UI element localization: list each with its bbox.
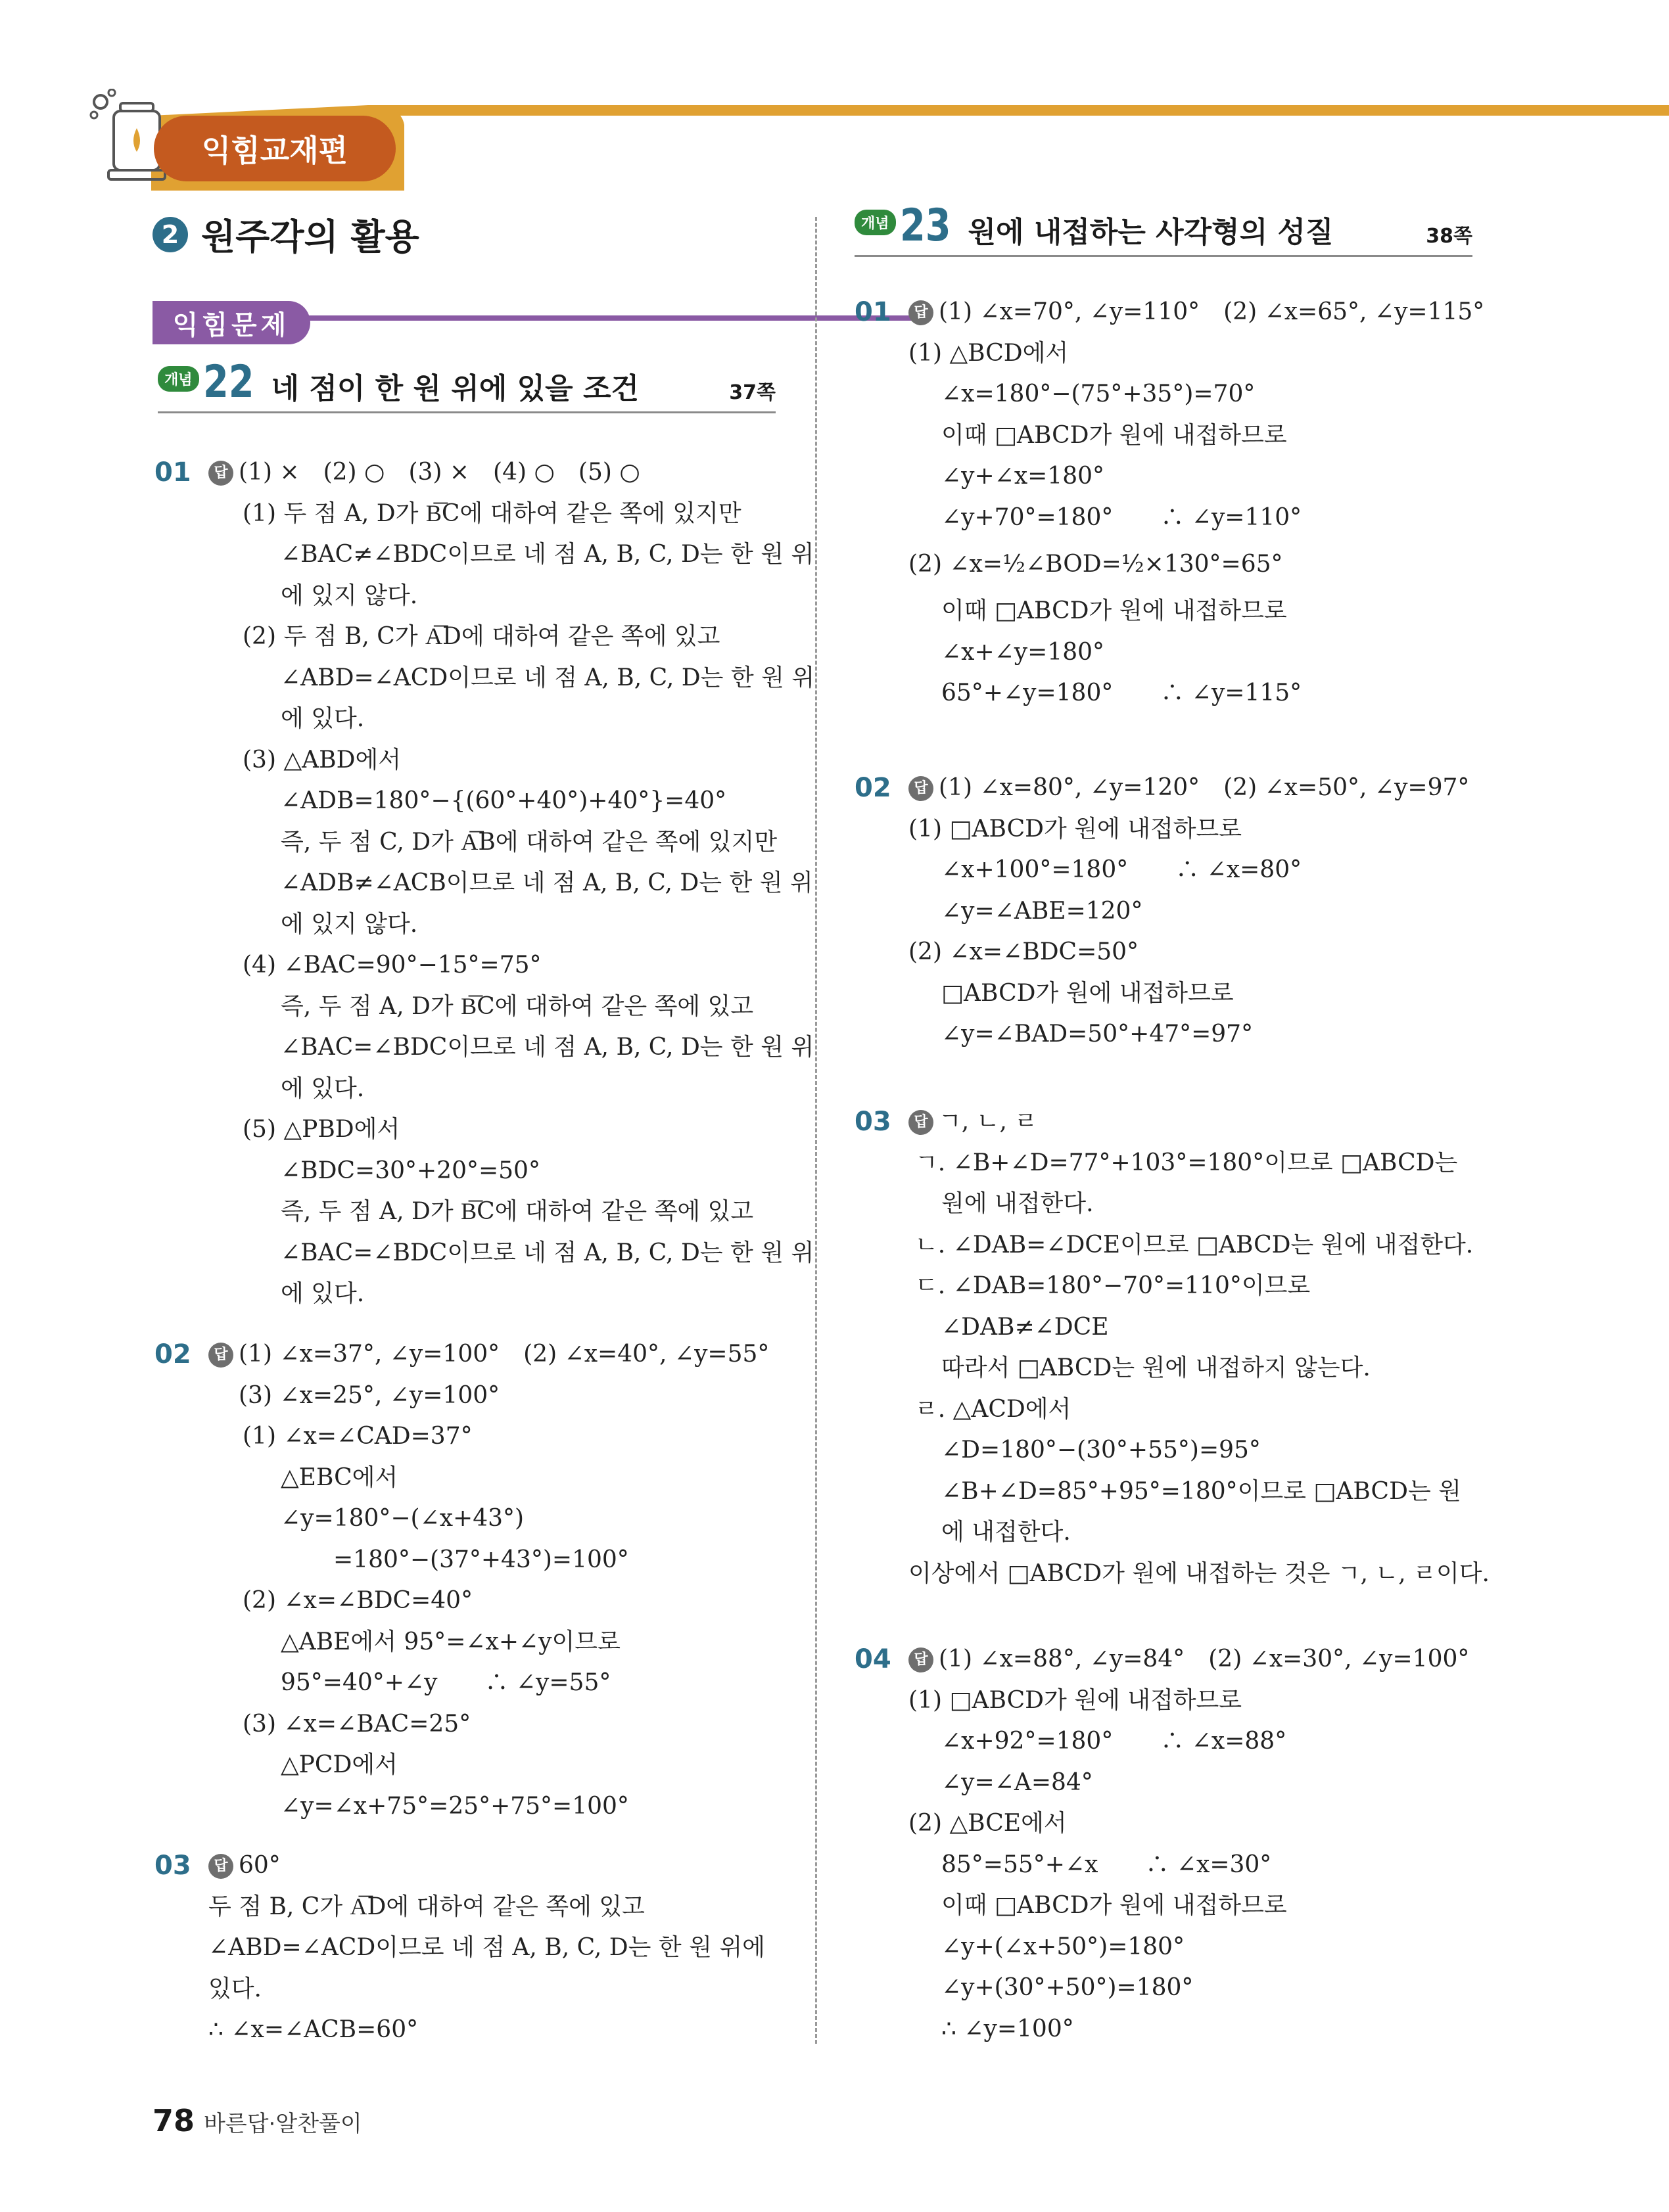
solution-line: △PCD에서 bbox=[281, 1751, 398, 1778]
concept-badge: 개념 bbox=[158, 366, 199, 392]
answer-badge: 답 bbox=[208, 1343, 233, 1368]
concept-page-ref: 38쪽 bbox=[1426, 225, 1472, 248]
practice-band bbox=[153, 301, 777, 344]
solution-line: 에 있다. bbox=[281, 1074, 365, 1102]
solution-line: (2) △BCE에서 bbox=[908, 1810, 1067, 1837]
solution-line: (2) ∠x=½∠BOD=½×130°=65° bbox=[908, 551, 1283, 578]
solution-line: ∠x+∠y=180° bbox=[941, 638, 1105, 666]
concept-23-header bbox=[855, 200, 1472, 257]
solution-line: 에 있지 않다. bbox=[281, 910, 418, 938]
solution-line: (1) △BCD에서 bbox=[908, 339, 1069, 367]
solution-line: ∠y=∠A=84° bbox=[941, 1768, 1093, 1796]
solution-line: (1) □ABCD가 원에 내접하므로 bbox=[908, 1686, 1242, 1714]
solution-line: 65°+∠y=180° ∴ ∠y=115° bbox=[941, 680, 1302, 706]
solution-line: ∠ADB≠∠ACB이므로 네 점 A, B, C, D는 한 원 위 bbox=[281, 869, 813, 896]
solution-line: ∴ ∠x=∠ACB=60° bbox=[208, 2016, 419, 2043]
problem-number: 02 bbox=[154, 1339, 191, 1370]
solution-line: =180°−(37°+43°)=100° bbox=[333, 1546, 629, 1573]
solution-line: ∠y+(30°+50°)=180° bbox=[941, 1974, 1194, 2001]
solution-line: 이때 □ABCD가 원에 내접하므로 bbox=[941, 597, 1287, 624]
answer-line-continued: (3) ∠x=25°, ∠y=100° bbox=[239, 1381, 500, 1409]
page-footer bbox=[153, 2103, 362, 2138]
answer-line: 답 (1) ∠x=37°, ∠y=100° (2) ∠x=40°, ∠y=55° bbox=[208, 1334, 769, 1375]
header-tab bbox=[154, 116, 396, 181]
problem-number: 01 bbox=[855, 297, 891, 327]
solution-line: 즉, 두 점 A, D가 B͞C에 대하여 같은 쪽에 있고 bbox=[281, 992, 754, 1020]
solution-line: 이때 □ABCD가 원에 내접하므로 bbox=[941, 421, 1287, 449]
problem-number: 03 bbox=[855, 1107, 891, 1137]
section-title-text: 원주각의 활용 bbox=[201, 216, 419, 258]
solution-line: ∠BAC≠∠BDC이므로 네 점 A, B, C, D는 한 원 위 bbox=[281, 541, 814, 568]
solution-line: ∠y+70°=180° ∴ ∠y=110° bbox=[941, 503, 1302, 531]
concept-title: 원에 내접하는 사각형의 성질 bbox=[968, 215, 1334, 249]
problem-number: 04 bbox=[855, 1644, 891, 1674]
solution-line: ∠BDC=30°+20°=50° bbox=[281, 1157, 540, 1184]
answer-badge: 답 bbox=[908, 1647, 933, 1672]
answer-line: 답 ㄱ, ㄴ, ㄹ bbox=[908, 1101, 1490, 1143]
solution-line: ∠y=∠x+75°=25°+75°=100° bbox=[281, 1792, 629, 1820]
solution-line: △ABE에서 95°=∠x+∠y이므로 bbox=[281, 1628, 621, 1655]
answer-line: 답 (1) ∠x=70°, ∠y=110° (2) ∠x=65°, ∠y=115° bbox=[908, 292, 1484, 333]
solution-line: 95°=40°+∠y ∴ ∠y=55° bbox=[281, 1669, 611, 1696]
solution-line: 즉, 두 점 C, D가 A͞B에 대하여 같은 쪽에 있지만 bbox=[281, 828, 778, 856]
solution-line: 원에 내접한다. bbox=[941, 1190, 1094, 1217]
solution-line: ㄱ. ∠B+∠D=77°+103°=180°이므로 □ABCD는 bbox=[915, 1149, 1458, 1176]
concept-number: 23 bbox=[899, 200, 951, 252]
solution-line: 따라서 □ABCD는 원에 내접하지 않는다. bbox=[941, 1354, 1371, 1381]
solution-line: ∠y+(∠x+50°)=180° bbox=[941, 1933, 1185, 1960]
solution-line: 이때 □ABCD가 원에 내접하므로 bbox=[941, 1892, 1287, 1919]
solution-line: □ABCD가 원에 내접하므로 bbox=[941, 979, 1234, 1007]
solution-line: △EBC에서 bbox=[281, 1463, 398, 1491]
solution-line: ∠x+100°=180° ∴ ∠x=80° bbox=[941, 856, 1302, 883]
practice-tab: 익힘문제 bbox=[153, 301, 310, 344]
solution-line: ∠ADB=180°−{(60°+40°)+40°}=40° bbox=[281, 787, 727, 814]
answer-line: 답 60° bbox=[208, 1845, 765, 1887]
solution-line: ∴ ∠y=100° bbox=[941, 2015, 1074, 2042]
solution-line: ∠B+∠D=85°+95°=180°이므로 □ABCD는 원 bbox=[941, 1477, 1461, 1505]
problem-number: 03 bbox=[154, 1851, 191, 1881]
solution-line: (5) △PBD에서 bbox=[243, 1116, 400, 1143]
concept-title: 네 점이 한 원 위에 있을 조건 bbox=[271, 371, 639, 405]
solution-line: (3) △ABD에서 bbox=[243, 746, 401, 773]
solution-line: 두 점 B, C가 A͞D에 대하여 같은 쪽에 있고 bbox=[208, 1893, 645, 1920]
concept-page-ref: 37쪽 bbox=[729, 381, 776, 404]
solution-line: ∠BAC=∠BDC이므로 네 점 A, B, C, D는 한 원 위 bbox=[281, 1034, 814, 1061]
solution-line: 에 있다. bbox=[281, 1280, 365, 1307]
answer-badge: 답 bbox=[208, 461, 233, 486]
footer-title: 바른답·알찬풀이 bbox=[204, 2111, 362, 2137]
solution-line: (2) 두 점 B, C가 A͞D에 대하여 같은 쪽에 있고 bbox=[243, 623, 720, 650]
problem-number: 01 bbox=[154, 457, 191, 488]
header-band bbox=[368, 105, 1669, 116]
answer-line: 답 (1) ∠x=80°, ∠y=120° (2) ∠x=50°, ∠y=97° bbox=[908, 768, 1469, 809]
solution-line: ∠y=∠ABE=120° bbox=[941, 897, 1143, 925]
solution-line: ∠DAB≠∠DCE bbox=[941, 1313, 1109, 1341]
solution-line: ㄴ. ∠DAB=∠DCE이므로 □ABCD는 원에 내접한다. bbox=[915, 1231, 1474, 1258]
answer-line: 답 (1) × (2) ○ (3) × (4) ○ (5) ○ bbox=[208, 452, 814, 494]
concept-number: 22 bbox=[202, 356, 254, 408]
solution-line: ∠x=180°−(75°+35°)=70° bbox=[941, 380, 1256, 407]
solution-line: (2) ∠x=∠BDC=40° bbox=[243, 1587, 473, 1614]
solution-line: ∠y+∠x=180° bbox=[941, 463, 1105, 490]
section-title bbox=[153, 209, 419, 260]
solution-line: ∠BAC=∠BDC이므로 네 점 A, B, C, D는 한 원 위 bbox=[281, 1239, 814, 1266]
solution-line: 에 있다. bbox=[281, 705, 365, 732]
solution-line: 있다. bbox=[208, 1975, 262, 2002]
solution-line: (3) ∠x=∠BAC=25° bbox=[243, 1710, 471, 1738]
solution-line: (1) □ABCD가 원에 내접하므로 bbox=[908, 815, 1242, 842]
solution-line: 이상에서 □ABCD가 원에 내접하는 것은 ㄱ, ㄴ, ㄹ이다. bbox=[908, 1559, 1490, 1587]
solution-line: 85°=55°+∠x ∴ ∠x=30° bbox=[941, 1851, 1272, 1878]
solution-line: ∠D=180°−(30°+55°)=95° bbox=[941, 1437, 1261, 1463]
answer-line: 답 (1) ∠x=88°, ∠y=84° (2) ∠x=30°, ∠y=100° bbox=[908, 1639, 1469, 1680]
solution-line: ㄷ. ∠DAB=180°−70°=110°이므로 bbox=[915, 1272, 1311, 1299]
answer-badge: 답 bbox=[208, 1854, 233, 1879]
answer-badge: 답 bbox=[908, 1110, 933, 1135]
solution-line: (1) ∠x=∠CAD=37° bbox=[243, 1423, 473, 1450]
column-divider bbox=[815, 217, 817, 2044]
section-number: 2 bbox=[153, 217, 188, 252]
header-tab-label: 익힘교재편 bbox=[201, 133, 348, 168]
solution-line: ∠x+92°=180° ∴ ∠x=88° bbox=[941, 1728, 1287, 1755]
solution-line: ∠y=180°−(∠x+43°) bbox=[281, 1505, 525, 1532]
solution-line: ∠ABD=∠ACD이므로 네 점 A, B, C, D는 한 원 위에 bbox=[208, 1934, 765, 1961]
solution-line: (4) ∠BAC=90°−15°=75° bbox=[243, 952, 542, 979]
solution-line: ∠y=∠BAD=50°+47°=97° bbox=[941, 1021, 1254, 1048]
answer-badge: 답 bbox=[908, 300, 933, 325]
concept-22-header bbox=[158, 356, 776, 413]
problem-number: 02 bbox=[855, 773, 891, 803]
solution-line: (2) ∠x=∠BDC=50° bbox=[908, 938, 1139, 965]
solution-line: ㄹ. △ACD에서 bbox=[915, 1395, 1071, 1423]
solution-line: (1) 두 점 A, D가 B͞C에 대하여 같은 쪽에 있지만 bbox=[243, 499, 741, 527]
practice-divider bbox=[304, 315, 928, 321]
page-number: 78 bbox=[153, 2103, 195, 2138]
answer-badge: 답 bbox=[908, 776, 933, 801]
concept-badge: 개념 bbox=[855, 210, 896, 235]
solution-line: 즉, 두 점 A, D가 B͞C에 대하여 같은 쪽에 있고 bbox=[281, 1198, 754, 1225]
solution-line: 에 내접한다. bbox=[941, 1519, 1071, 1546]
solution-line: 에 있지 않다. bbox=[281, 582, 418, 609]
solution-line: ∠ABD=∠ACD이므로 네 점 A, B, C, D는 한 원 위 bbox=[281, 664, 815, 691]
